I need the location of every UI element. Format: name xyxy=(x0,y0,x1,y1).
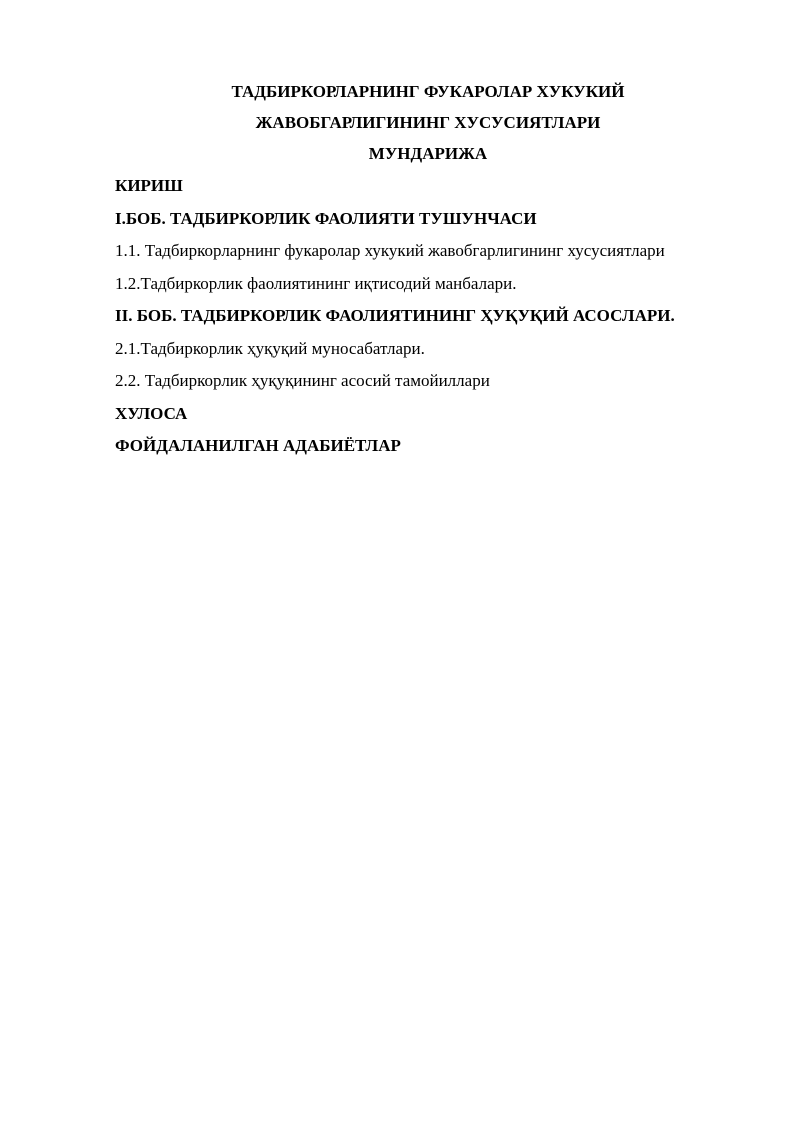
toc-item-chapter-1: I.БОБ. ТАДБИРКОРЛИК ФАОЛИЯТИ ТУШУНЧАСИ xyxy=(115,208,537,228)
toc-item-conclusion: ХУЛОСА xyxy=(115,403,188,423)
toc-item-introduction: КИРИШ xyxy=(115,176,183,195)
toc-item-references: ФОЙДАЛАНИЛГАН АДАБИЁТЛАР xyxy=(115,436,401,455)
contents-heading: МУНДАРИЖА xyxy=(368,144,488,163)
document-title-line-1: ТАДБИРКОРЛАРНИНГ ФУКАРОЛАР ХУКУКИЙ xyxy=(231,82,625,101)
table-of-contents xyxy=(115,170,775,463)
title-block xyxy=(0,76,800,169)
toc-item-section-2-1: 2.1.Тадбиркорлик ҳуқуқий муносабатлари. xyxy=(115,338,425,358)
document-title-line-2: ЖАВОБГАРЛИГИНИНГ ХУСУСИЯТЛАРИ xyxy=(255,113,601,132)
toc-item-section-1-2: 1.2.Тадбиркорлик фаолиятининг иқтисодий манбалари. xyxy=(115,273,517,293)
toc-item-section-1-1: 1.1. Тадбиркорларнинг фукаролар хукукий жавобгарлигининг хусусиятлари xyxy=(115,241,665,260)
toc-item-section-2-2: 2.2. Тадбиркорлик ҳуқуқининг асосий тамойиллари xyxy=(115,371,490,390)
toc-item-chapter-2: II. БОБ. ТАДБИРКОРЛИК ФАОЛИЯТИНИНГ ҲУҚУҚИЙ АСОСЛАРИ. xyxy=(115,306,675,325)
